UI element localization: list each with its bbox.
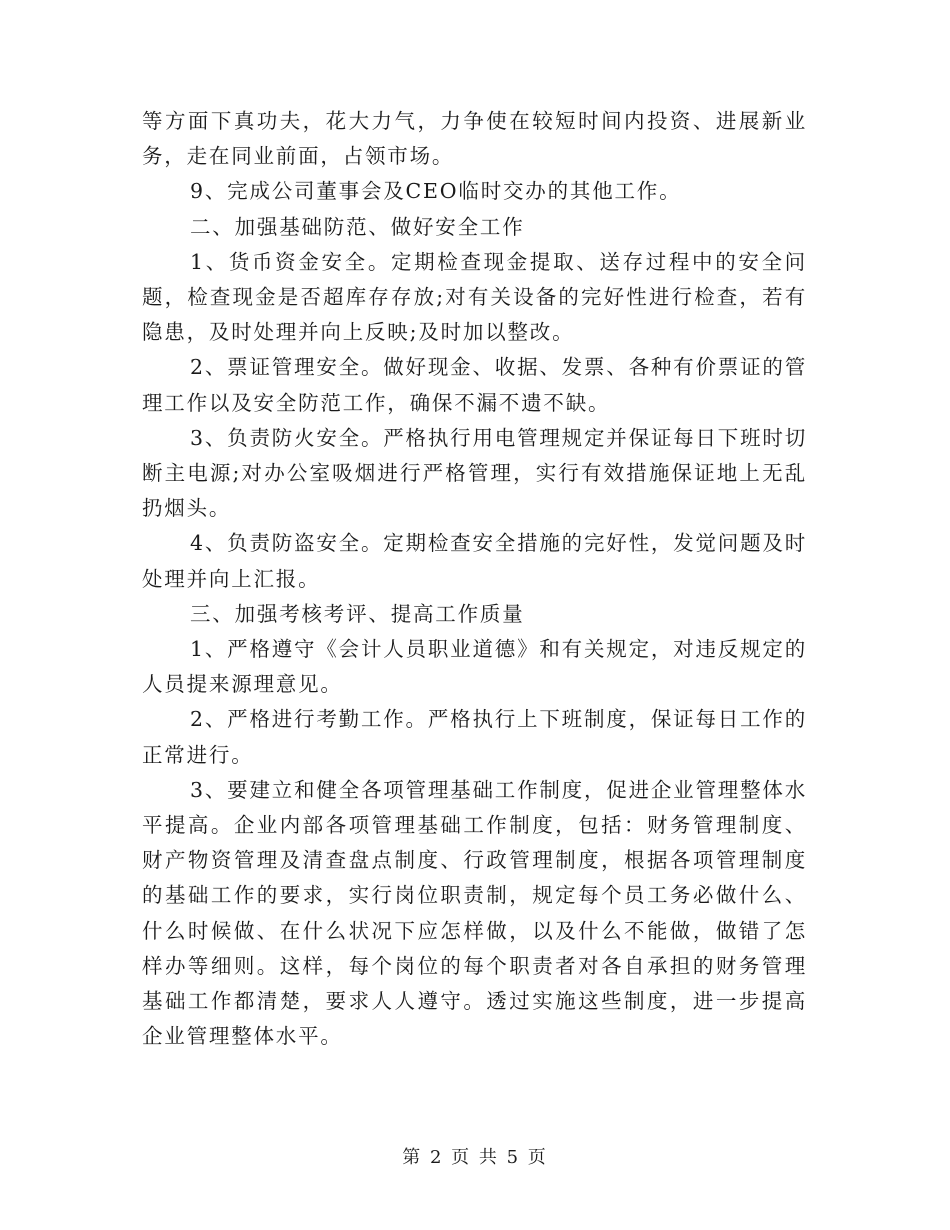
- paragraph-item-9: 9、完成公司董事会及CEO临时交办的其他工作。: [190, 179, 682, 204]
- paragraph-management-system: 3、要建立和健全各项管理基础工作制度，促进企业管理整体水平提高。企业内部各项管理基础工作制度，包括：财务管理制度、财产物资管理及清查盘点制度、行政管理制度，根据各项管理制度的基础工作的要求，实行岗位职责制，规定每个员工务必做什么、什么时候做、在什么状况下应怎样做，以及什么不能做，做错了怎样办等细则。这样，每个岗位的每个职责者对各自承担的财务管理基础工作都清楚，要求人人遵守。透过实施这些制度，进一步提高企业管理整体水平。: [142, 777, 807, 1049]
- page-number-footer: 第 2 页 共 5 页: [402, 1147, 548, 1168]
- section-heading-2: 二、加强基础防范、做好安全工作: [190, 214, 525, 239]
- section-heading-3: 三、加强考核考评、提高工作质量: [190, 601, 525, 626]
- document-body: [142, 104, 807, 1054]
- paragraph-continuation: 等方面下真功夫，花大力气，力争使在较短时间内投资、进展新业务，走在同业前面，占领市场。: [142, 109, 807, 169]
- paragraph-fire-safety: 3、负责防火安全。严格执行用电管理规定并保证每日下班时切断主电源;对办公室吸烟进行严格管理，实行有效措施保证地上无乱扔烟头。: [142, 425, 807, 521]
- paragraph-ethics: 1、严格遵守《会计人员职业道德》和有关规定，对违反规定的人员提来源理意见。: [142, 637, 807, 697]
- paragraph-attendance: 2、严格进行考勤工作。严格执行上下班制度，保证每日工作的正常进行。: [142, 707, 807, 767]
- paragraph-cash-safety: 1、货币资金安全。定期检查现金提取、送存过程中的安全问题，检查现金是否超库存存放;对有关设备的完好性进行检查，若有隐患，及时处理并向上反映;及时加以整改。: [142, 249, 807, 345]
- paragraph-voucher-safety: 2、票证管理安全。做好现金、收据、发票、各种有价票证的管理工作以及安全防范工作，确保不漏不遗不缺。: [142, 355, 807, 415]
- paragraph-theft-safety: 4、负责防盗安全。定期检查安全措施的完好性，发觉问题及时处理并向上汇报。: [142, 531, 807, 591]
